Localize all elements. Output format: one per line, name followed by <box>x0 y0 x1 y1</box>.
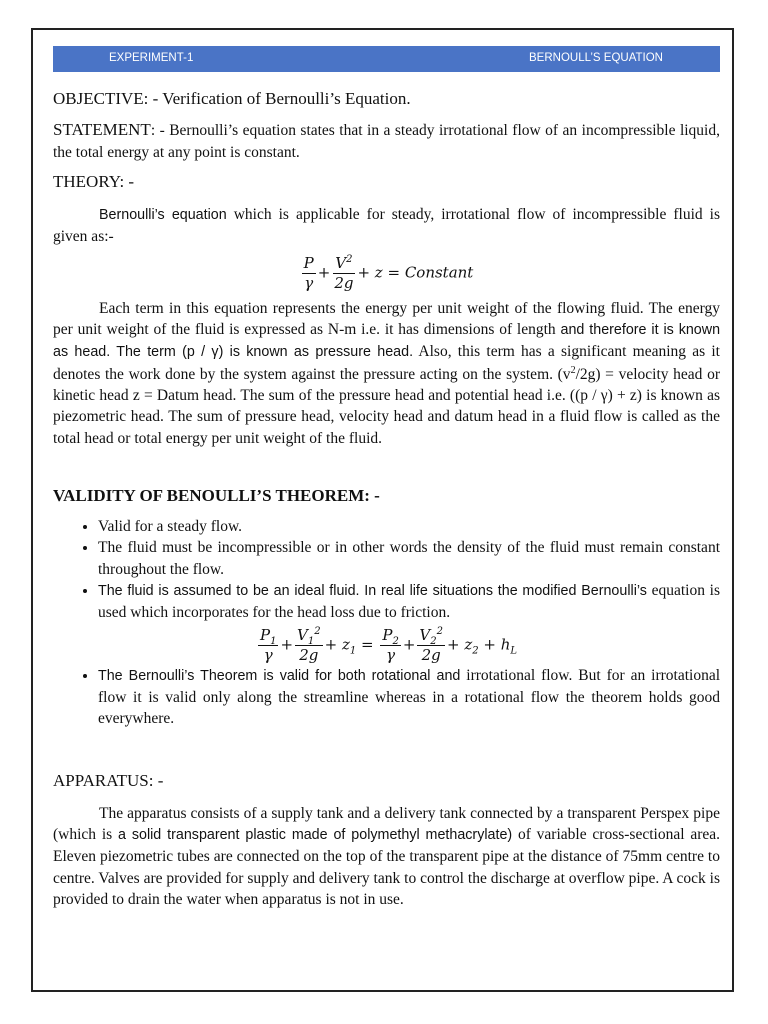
modified-equation: $\frac{P_1}{\gamma}$ + $\frac{V_1^2}{2g}$ + $z_1$ = $\frac{P_2}{\gamma}$ + $\frac{V_2^2}{2g}$ + $z_2 + h_L$ <box>259 625 518 664</box>
item4-sans: The Bernoulli’s Theorem is valid for both rotational and <box>98 667 461 684</box>
apparatus-text-a: The apparatus consists of a supply tank and a delivery tank connected by a transparent Perspex pipe (which is <box>53 804 720 844</box>
list-item: • Valid for a steady flow. <box>98 516 720 537</box>
apparatus-label: APPARATUS <box>53 770 149 790</box>
list-item <box>98 580 720 665</box>
statement-label: STATEMENT <box>53 120 151 140</box>
theory-intro <box>53 204 720 248</box>
theory-para-c: /2g) = velocity head or kinetic head z = Datum head. The sum of the pressure head and potential head i.e. ((p / γ) + z) is known as piezometric head. The sum of pressure head, velocity head and datum head in a fluid flow is called as the total head or total energy per unit weight of the fluid. <box>53 365 720 447</box>
theory-heading <box>53 171 720 192</box>
theory-para-b: Also, this term has a significant meaning as it denotes the work done by the system against the pressure acting on the system. (v <box>53 343 720 383</box>
document-body <box>53 88 720 910</box>
apparatus-text-sans: a solid transparent plastic made of polymethyl methacrylate) <box>118 827 513 844</box>
statement-text: : - Bernoulli’s equation states that in a steady irrotational flow of an incompressible liquid, the total energy at any point is constant. <box>53 122 720 161</box>
list-item: • The fluid must be incompressible or in other words the density of the fluid must remain constant throughout the flow. <box>98 537 720 580</box>
theory-suffix: : - <box>119 171 135 191</box>
item3-rest: equation is used which incorporates for the head loss due to friction. <box>98 582 720 622</box>
validity-heading: VALIDITY OF BENOULLI’S THEOREM: - <box>53 485 380 505</box>
theory-intro-bold: Bernoulli’s equation <box>99 207 227 224</box>
equation-rest: + z = Constant <box>357 263 474 282</box>
bernoulli-equation: $\frac{P}{\gamma}$ + $\frac{V^2}{2g}$ + z = Constant <box>303 253 474 292</box>
validity-list <box>53 516 720 729</box>
list-item <box>98 665 720 730</box>
theory-label: THEORY <box>53 171 120 191</box>
apparatus-text-b: of variable cross-sectional area. Eleven piezometric tubes are connected on the top of the transparent pipe at the distance of 75mm centre to centre. Valves are provided for supply and delivery tank to control the discharge at overflow pipe. A cock is provided to drain the water when apparatus is not in use. <box>53 826 720 909</box>
apparatus-suffix: : - <box>148 770 164 790</box>
item3-sans: The fluid is assumed to be an ideal fluid. In real life situations the modified Bernoulli’s <box>98 583 647 600</box>
experiment-label: EXPERIMENT-1 <box>109 52 194 64</box>
experiment-title: BERNOULL’S EQUATION <box>529 52 663 64</box>
item4-rest: irrotational flow. But for an irrotational flow it is valid only along the streamline whereas in a rotational flow the theorem holds good everywhere. <box>98 666 721 728</box>
velocity-term: $\frac{V^2}{2g}$ <box>334 253 354 292</box>
pressure-term: $\frac{P}{\gamma}$ <box>303 253 314 292</box>
statement <box>53 119 720 163</box>
apparatus-heading <box>53 770 720 791</box>
theory-para-a: Each term in this equation represents the energy per unit weight of the flowing fluid. The energy per unit weight of the fluid is expressed as N-m i.e. it has dimensions of length <box>53 299 720 339</box>
apparatus-paragraph <box>53 803 720 910</box>
header-banner <box>53 46 720 72</box>
theory-paragraph: Each term in this equation represents the energy per unit weight of the flowing fluid. The energy per unit weight of the fluid is expressed as N-m i.e. it has dimensions of length and therefore it is known as head. The term (p / γ) is known as pressure head. Also, this term has a significant meaning as it denotes the work done by the system against the pressure acting on the system. $(v^2/2g)$ = velocity head or kinetic head z = Datum head. The sum of the pressure head and potential head i.e. ((p / γ) + z) is known as piezometric head. The sum of pressure head, velocity head and datum head in a fluid flow is called as the total head or total energy per unit weight of the fluid. <box>53 299 721 447</box>
theory-para-sans: and therefore it is known as head. The term (p / γ) is known as pressure head. <box>53 322 721 361</box>
objective-text: : - Verification of Bernoulli’s Equation. <box>143 89 411 108</box>
objective <box>53 88 720 109</box>
objective-label: OBJECTIVE <box>53 89 144 108</box>
theory-intro-rest: which is applicable for steady, irrotational flow of incompressible fluid is given as:- <box>53 206 720 246</box>
